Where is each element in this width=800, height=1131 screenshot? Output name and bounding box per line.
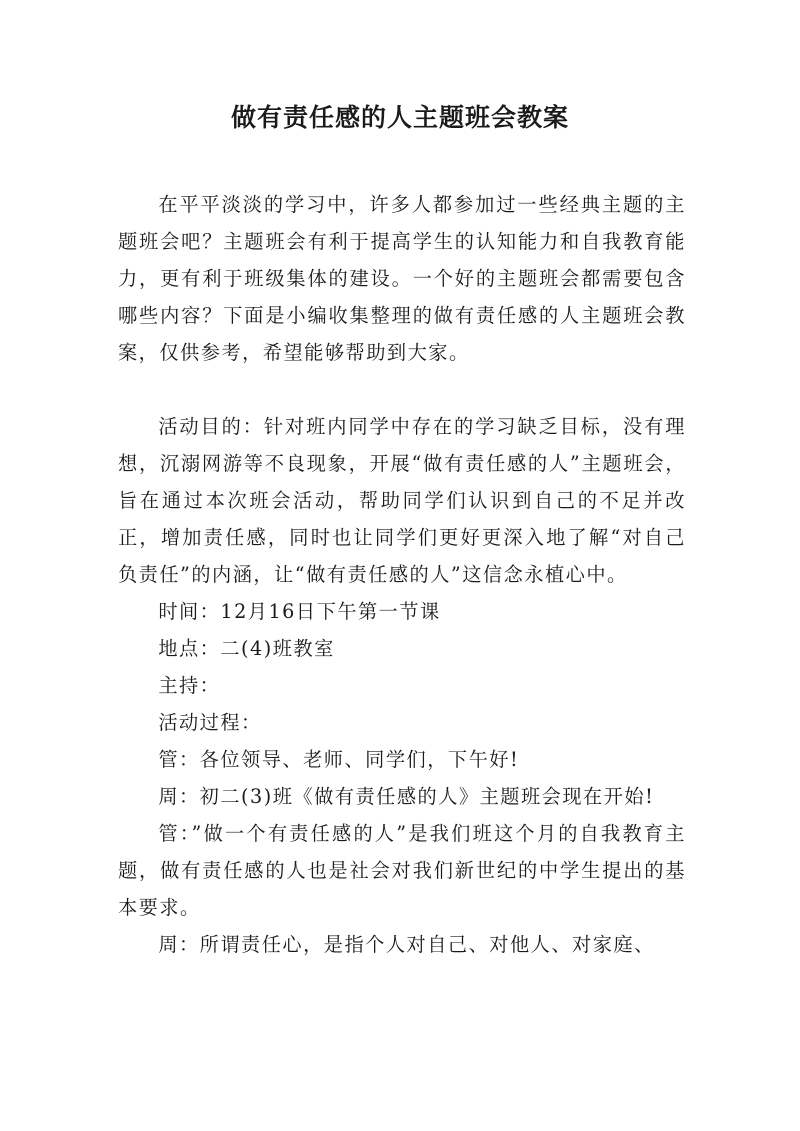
intro-paragraph: 在平平淡淡的学习中，许多人都参加过一些经典主题的主题班会吧？主题班会有利于提高学生的认知能力和自我教育能力，更有利于班级集体的建设。一个好的主题班会都需要包含哪些内容？下面是小编收集整理的做有责任感的人主题班会教案，仅供参考，希望能够帮助到大家。 [118,193,686,364]
dialogue-line: 周：所谓责任心，是指个人对自己、对他人、对家庭、 [158,933,655,956]
dialogue-line: 管：各位领导、老师、同学们，下午好! [158,748,520,771]
dialogue-line: 管：”做一个有责任感的人”是我们班这个月的自我教育主题，做有责任感的人也是社会对我们新世纪的中学生提出的基本要求。 [118,822,686,919]
process-heading: 活动过程： [158,711,262,734]
time-line: 时间：12月16日下午第一节课 [158,600,441,623]
document-title: 做有责任感的人主题班会教案 [230,103,569,132]
place-line: 地点：二(4)班教室 [158,637,335,660]
purpose-paragraph: 活动目的：针对班内同学中存在的学习缺乏目标，没有理想，沉溺网游等不良现象，开展“做有责任感的人”主题班会，旨在通过本次班会活动，帮助同学们认识到自己的不足并改正，增加责任感，同时也让同学们更好更深入地了解“对自己负责任”的内涵，让“做有责任感的人”这信念永植心中。 [118,415,686,586]
document-body [118,186,686,963]
host-line: 主持： [158,674,221,697]
dialogue-line: 周：初二(3)班《做有责任感的人》主题班会现在开始! [158,785,655,808]
